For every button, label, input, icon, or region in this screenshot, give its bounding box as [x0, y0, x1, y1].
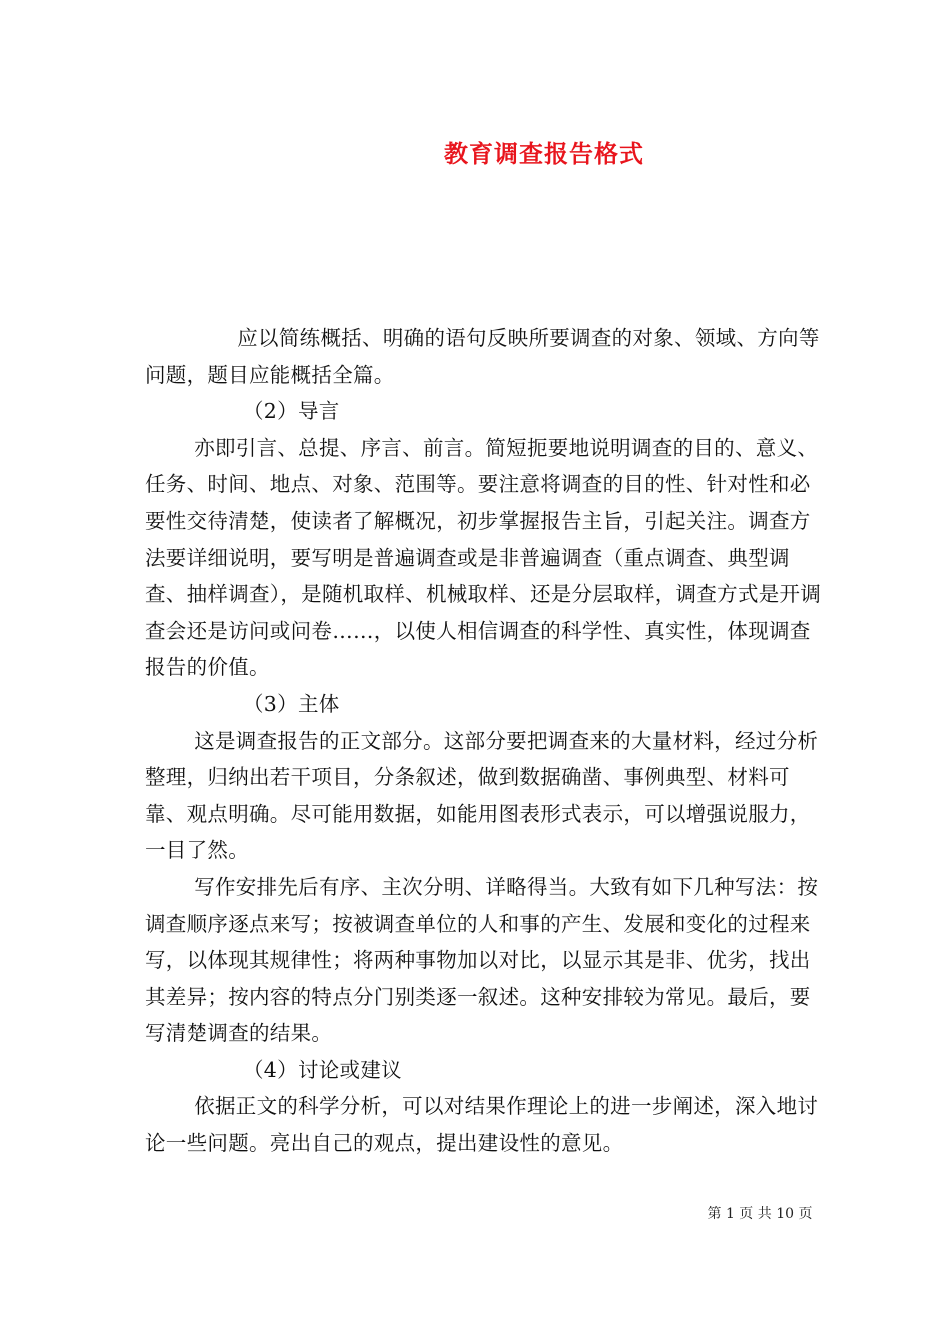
section-heading-introduction: （2）导言 [243, 399, 340, 424]
section-heading-discussion: （4）讨论或建议 [243, 1057, 402, 1082]
paragraph-writing-arrangement: 写作安排先后有序、主次分明、详略得当。大致有如下几种写法：按调查顺序逐点来写；按被调查单位的人和事的产生、发展和变化的过程来写，以体现其规律性；将两种事物加以对比，以显示其是非、优劣，找出其差异；按内容的特点分门别类逐一叙述。这种安排较为常见。最后，要写清楚调查的结果。 [145, 874, 819, 1046]
section-heading-main-body: （3）主体 [243, 691, 340, 716]
document-title: 教育调查报告格式 [444, 139, 644, 168]
paragraph-introduction: 亦即引言、总提、序言、前言。简短扼要地说明调查的目的、意义、任务、时间、地点、对象、范围等。要注意将调查的目的性、针对性和必要性交待清楚，使读者了解概况，初步掌握报告主旨，引起关注。调查方法要详细说明，要写明是普遍调查或是非普遍调查（重点调查、典型调查、抽样调查），是随机取样、机械取样、还是分层取样，调查方式是开调查会还是访问或问卷……，以使人相信调查的科学性、真实性，体现调查报告的价值。 [145, 435, 822, 680]
page-number: 第 1 页 共 10 页 [707, 1206, 813, 1222]
paragraph-discussion: 依据正文的科学分析，可以对结果作理论上的进一步阐述，深入地讨论一些问题。亮出自己的观点，提出建设性的意见。 [145, 1094, 819, 1156]
paragraph-main-body: 这是调查报告的正文部分。这部分要把调查来的大量材料，经过分析整理，归纳出若干项目，分条叙述，做到数据确凿、事例典型、材料可靠、观点明确。尽可能用数据，如能用图表形式表示，可以增强说服力，一目了然。 [145, 728, 819, 863]
document-body [145, 320, 825, 1162]
paragraph-title-guidance: 应以简练概括、明确的语句反映所要调查的对象、领域、方向等问题，题目应能概括全篇。 [145, 326, 820, 387]
